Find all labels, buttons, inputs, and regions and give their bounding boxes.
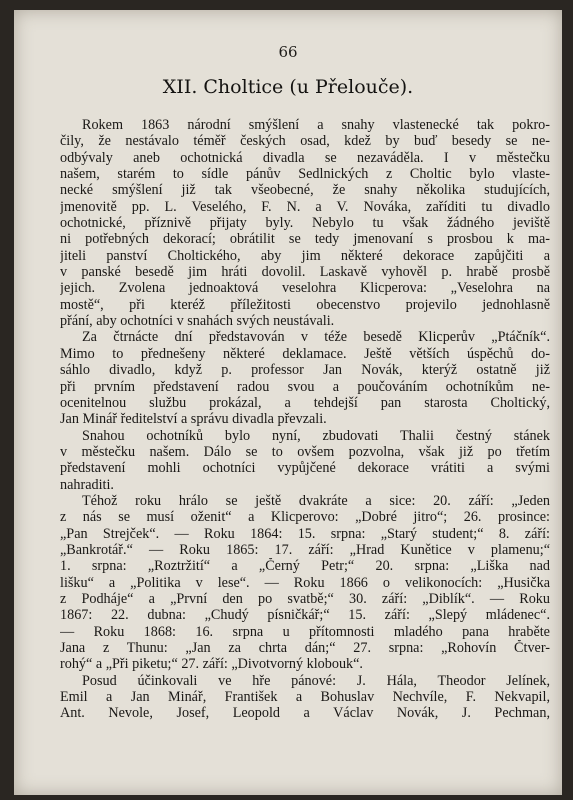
- text-line: jmenovitě pp. L. Veselého, F. N. a V. Nováka, zaříditi tu divadlo: [60, 198, 550, 215]
- text-line: ni potřebných dekorací; obrátilit se tedy jmenovaní s prosbou k ma-: [60, 231, 550, 248]
- text-line: Posud účinkovali ve hře pánové: J. Hála, Theodor Jelínek,: [82, 672, 550, 689]
- text-line: — Roku 1868: 16. srpna u přítomnosti mladého pana hraběte: [60, 623, 550, 640]
- text-line: přání, aby ochotníci v snahách svých neustávali.: [60, 313, 335, 330]
- text-line: Téhož roku hrálo se ještě dvakráte a sice: 20. září: „Jeden: [82, 492, 550, 509]
- page-number: 66: [278, 43, 298, 61]
- book-page: [14, 10, 562, 795]
- text-line: v městečku našem. Dálo se to ovšem pozvolna, však již po třetím: [60, 443, 550, 460]
- text-line: rohý“ a „Při piketu;“ 27. září: „Divotvorný klobouk“.: [60, 656, 363, 673]
- text-line: 1. srpna: „Roztržití“ a „Černý Petr;“ 20. srpna: „Liška nad: [60, 558, 550, 575]
- text-line: jejich. Zvolena jednoaktová veselohra Klicperova: „Veselohra na: [60, 280, 550, 297]
- text-line: nahraditi.: [60, 476, 114, 493]
- text-line: Jan Minář ředitelství a správu divadla převzali.: [60, 411, 327, 428]
- text-line: Rokem 1863 národní smýšlení a snahy vlastenecké tak pokro-: [82, 117, 550, 133]
- text-line: v panské besedě jim hráti dovolil. Laskavě vyhověl p. hrabě prosbě: [60, 264, 550, 281]
- text-line: necké smýšlení již tak všeobecné, že snahy několika studujících,: [60, 182, 550, 199]
- chapter-title: XII. Choltice (u Přelouče).: [162, 76, 414, 98]
- body-text: [60, 117, 550, 722]
- text-line: ochotnické, příznivě přijaty byly. Nebylo tu však žádného jeviště: [60, 215, 550, 232]
- text-line: „Pan Strejček“. — Roku 1864: 15. srpna: „Starý student;“ 8. září:: [60, 525, 550, 542]
- text-line: Za čtrnácte dní představován v téže besedě Klicperův „Ptáčník“.: [82, 329, 550, 346]
- text-line: čily, že nestávalo téměř českých osad, kdež by buď besedy se ne-: [60, 133, 550, 150]
- text-line: sáhlo divadlo, když p. professor Jan Novák, kterýž ostatně již: [60, 362, 550, 379]
- text-line: našem, starém to sídle pánův Sedlnických z Choltic bylo vlaste-: [60, 166, 550, 183]
- text-line: Jana z Thunu: „Jan za chrta dán;“ 27. srpna: „Rohovín Čtver-: [60, 640, 550, 656]
- text-line: z Podháje“ a „První den po svatbě;“ 30. září: „Diblík“. — Roku: [60, 590, 550, 607]
- text-line: představení mohli ochotníci vypůjčené dekorace vrátiti a svými: [60, 460, 550, 477]
- text-line: ocenitelnou službu prokázal, a tehdejší pan starosta Choltický,: [60, 394, 550, 411]
- text-line: Mimo to přednešeny některé deklamace. Ještě větších úspěchů do-: [60, 345, 550, 362]
- text-line: 1867: 22. dubna: „Chudý písničkář;“ 15. září: „Slepý mládenec“.: [60, 607, 550, 624]
- text-line: Emil a Jan Minář, František a Bohuslav Nechvíle, F. Nekvapil,: [60, 689, 550, 706]
- text-line: odbývaly aneb ochotnická divadla se nezaváděla. I v městečku: [60, 149, 550, 166]
- text-line: jiteli panství Choltického, aby jim některé dekorace zapůjčiti a: [60, 247, 550, 264]
- text-line: lišku“ a „Politika v lese“. — Roku 1866 o velikonocích: „Husička: [60, 574, 550, 591]
- text-line: mostě“, při kteréž příležitosti obecenstvo projevilo jednohlasně: [60, 296, 550, 313]
- text-line: při prvním představení radou svou a poučováním ochotníkům ne-: [60, 378, 550, 395]
- text-line: Snahou ochotníků bylo nyní, zbudovati Thalii čestný stánek: [82, 427, 550, 444]
- text-line: z nás se musí oženit“ a Klicperovo: „Dobré jitro“; 26. prosince:: [60, 509, 550, 526]
- text-line: „Bankrotář.“ — Roku 1865: 17. září: „Hrad Kunětice v plamenu;“: [60, 541, 550, 558]
- text-line: Ant. Nevole, Josef, Leopold a Václav Novák, J. Pechman,: [60, 705, 550, 722]
